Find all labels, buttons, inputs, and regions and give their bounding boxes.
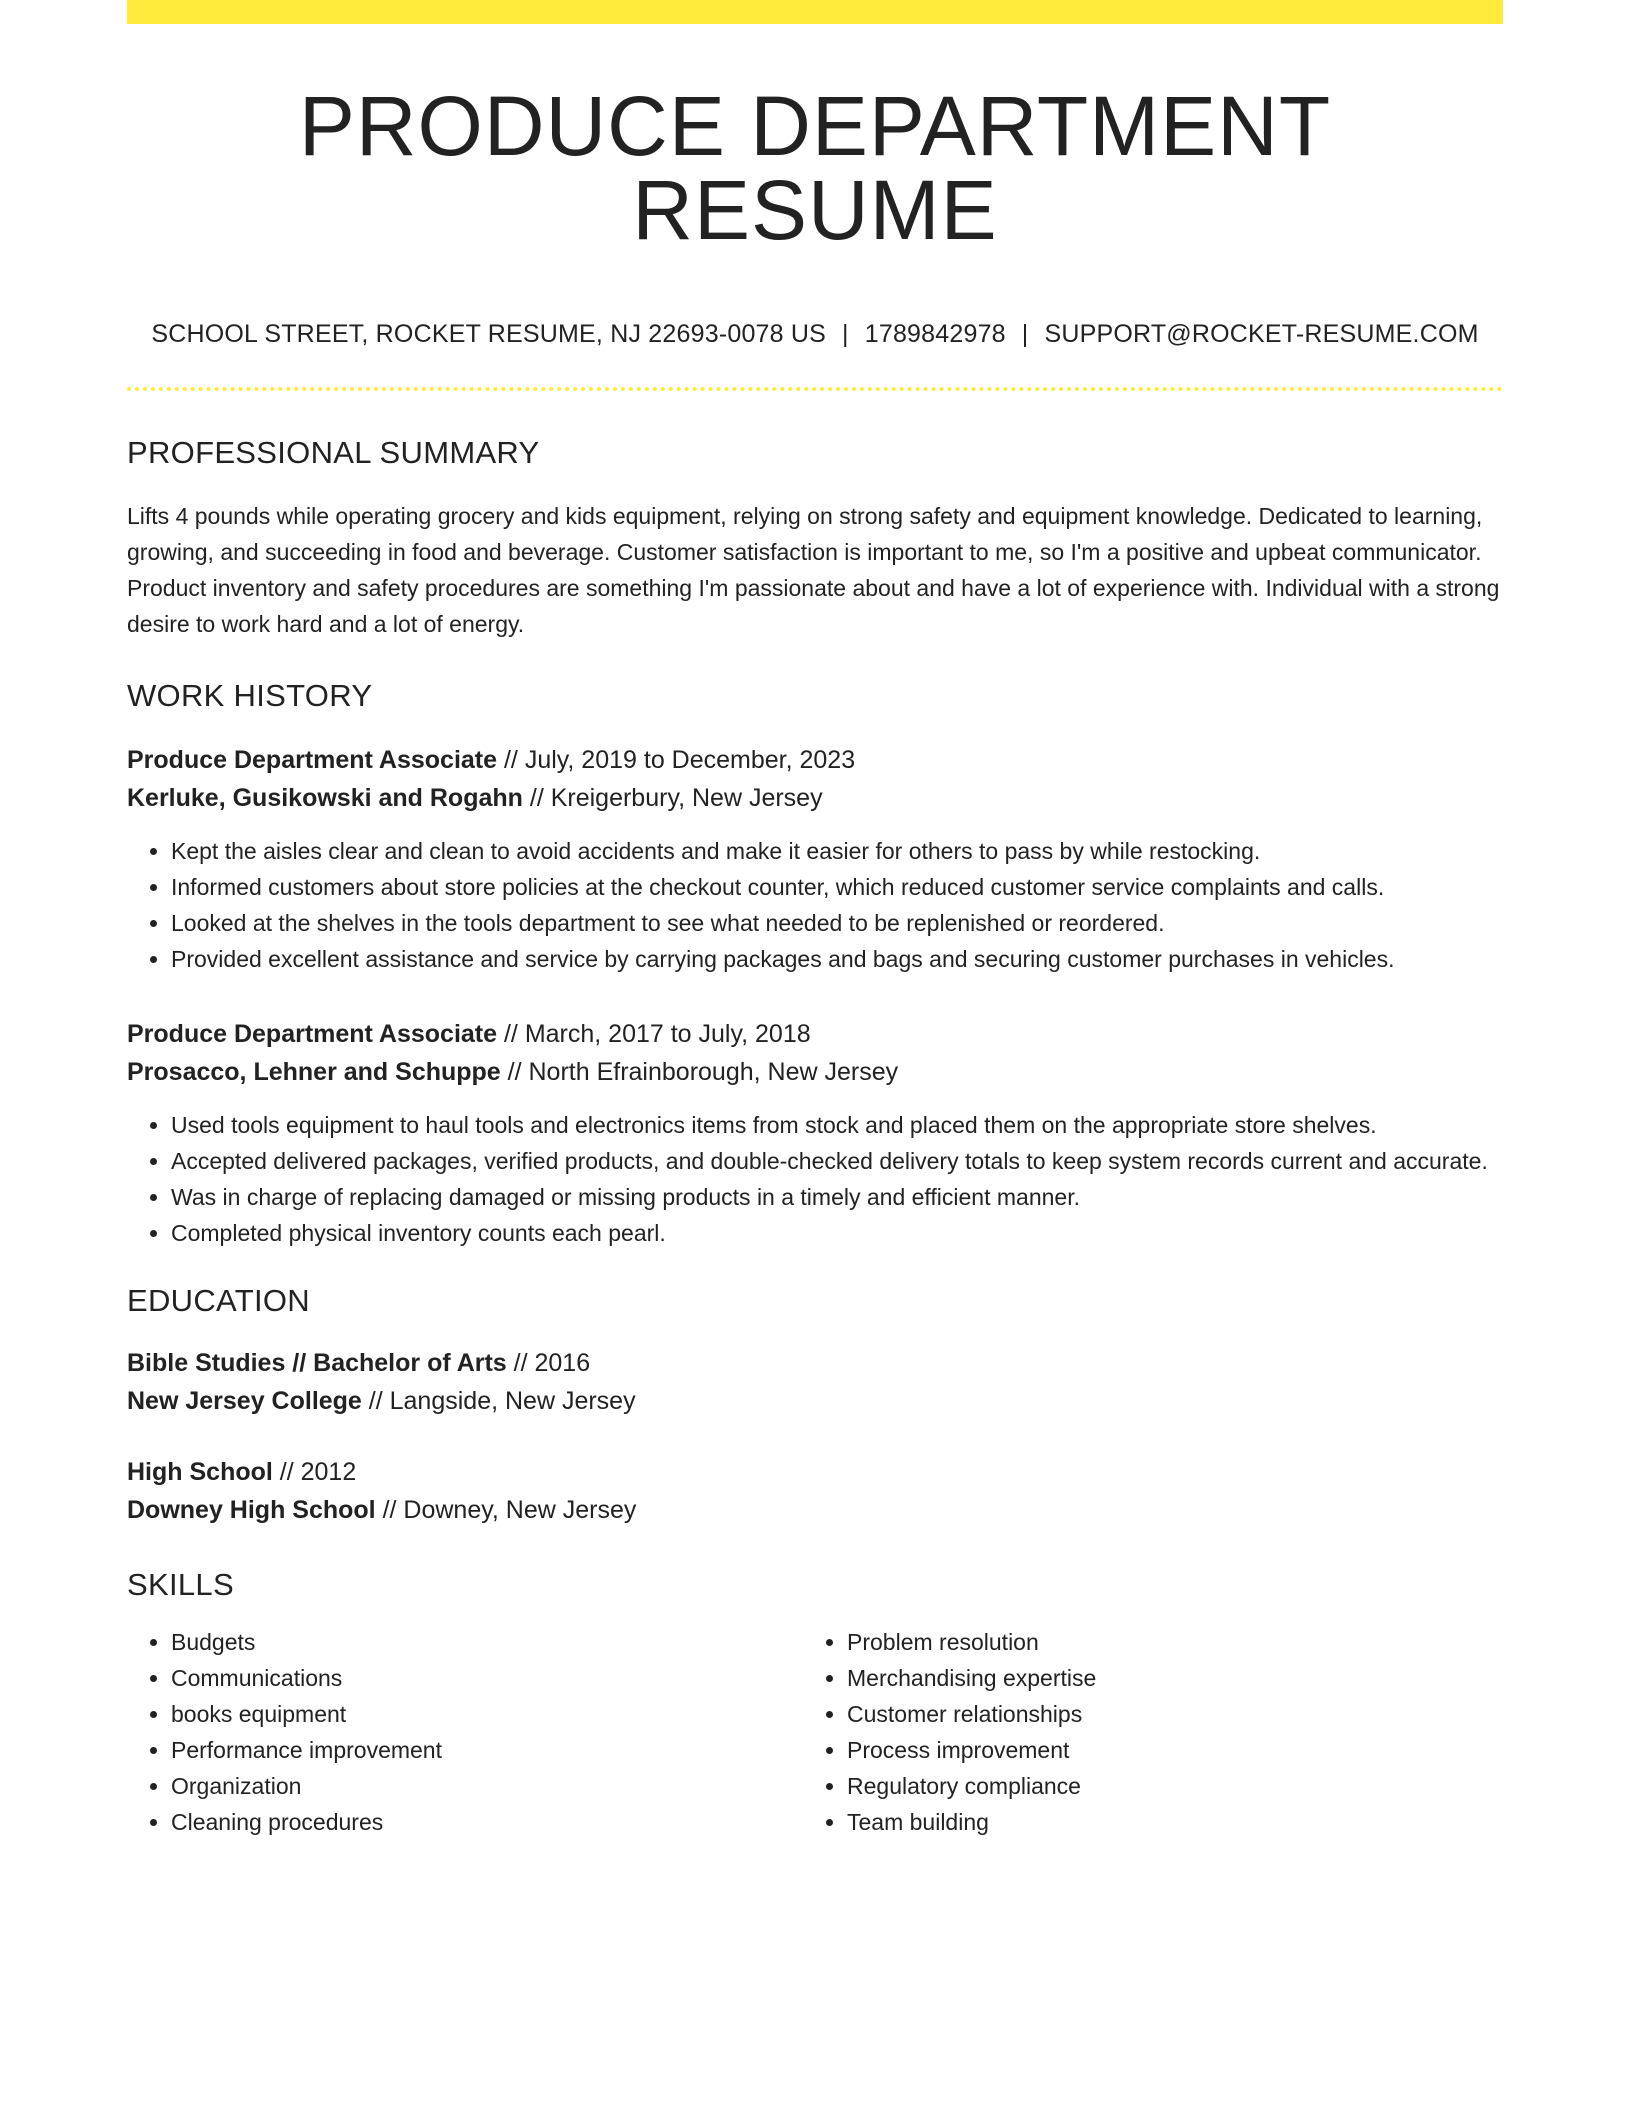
skill-item: • books equipment bbox=[171, 1696, 803, 1732]
job-bullet: • Accepted delivered packages, verified products, and double-checked delivery totals to keep system records current and accurate. bbox=[171, 1143, 1503, 1179]
education-degree: High School bbox=[127, 1458, 273, 1486]
job-bullet: • Kept the aisles clear and clean to avoid accidents and make it easier for others to pass by while restocking. bbox=[171, 833, 1503, 869]
contact-line bbox=[127, 322, 1503, 347]
job-bullet: • Used tools equipment to haul tools and electronics items from stock and placed them on the appropriate store shelves. bbox=[171, 1107, 1503, 1143]
job-dates: // March, 2017 to July, 2018 bbox=[497, 1020, 811, 1048]
contact-address: SCHOOL STREET, ROCKET RESUME, NJ 22693-0078 US bbox=[151, 320, 827, 348]
job-company: Kerluke, Gusikowski and Rogahn bbox=[127, 784, 523, 812]
contact-email: SUPPORT@ROCKET-RESUME.COM bbox=[1044, 320, 1479, 348]
skill-item: • Performance improvement bbox=[171, 1732, 803, 1768]
job-bullet: • Was in charge of replacing damaged or missing products in a timely and efficient manner. bbox=[171, 1179, 1503, 1215]
job-entry bbox=[127, 741, 1503, 977]
skills-list-right bbox=[803, 1624, 1479, 1840]
education-location: // Downey, New Jersey bbox=[375, 1496, 637, 1524]
education-school-line bbox=[127, 1382, 1503, 1420]
skill-item: • Cleaning procedures bbox=[171, 1804, 803, 1840]
education-school: New Jersey College bbox=[127, 1387, 362, 1415]
job-bullets bbox=[127, 1107, 1503, 1251]
resume-title: PRODUCE DEPARTMENT RESUME bbox=[298, 79, 1332, 257]
job-bullet: • Informed customers about store policies at the checkout counter, which reduced customer service complaints and calls. bbox=[171, 869, 1503, 905]
education-location: // Langside, New Jersey bbox=[361, 1387, 636, 1415]
contact-phone: 1789842978 bbox=[864, 320, 1006, 348]
skill-item: • Process improvement bbox=[847, 1732, 1479, 1768]
education-year: // 2016 bbox=[506, 1349, 591, 1377]
job-title-line bbox=[127, 1015, 1503, 1053]
education-degree: Bible Studies // Bachelor of Arts bbox=[127, 1349, 507, 1377]
job-company-line bbox=[127, 779, 1503, 817]
section-title-summary: PROFESSIONAL SUMMARY bbox=[127, 435, 540, 470]
skills-list-left bbox=[127, 1624, 803, 1840]
job-bullet: • Completed physical inventory counts each pearl. bbox=[171, 1215, 1503, 1251]
skill-item: • Customer relationships bbox=[847, 1696, 1479, 1732]
job-bullet: • Provided excellent assistance and service by carrying packages and bags and securing customer purchases in vehicles. bbox=[171, 941, 1503, 977]
skills-columns bbox=[127, 1624, 1503, 1840]
summary-text: Lifts 4 pounds while operating grocery and kids equipment, relying on strong safety and equipment knowledge. Dedicated to learning, growing, and succeeding in food and beverage. Customer satisfaction is important to me, so I'm a positive and upbeat communicator. Product inventory and safety procedures are something I'm passionate about and have a lot of experience with. Individual with a strong desire to work hard and a lot of energy. bbox=[127, 503, 1500, 637]
skill-item: • Budgets bbox=[171, 1624, 803, 1660]
education-degree-line bbox=[127, 1453, 1503, 1491]
education-entry bbox=[127, 1344, 1503, 1420]
skill-item: • Regulatory compliance bbox=[847, 1768, 1479, 1804]
skill-item: • Organization bbox=[171, 1768, 803, 1804]
job-company-line bbox=[127, 1053, 1503, 1091]
job-location: // North Efrainborough, New Jersey bbox=[500, 1058, 899, 1086]
skill-item: • Problem resolution bbox=[847, 1624, 1479, 1660]
section-title-work-history: WORK HISTORY bbox=[127, 678, 373, 713]
skill-item: • Team building bbox=[847, 1804, 1479, 1840]
job-dates: // July, 2019 to December, 2023 bbox=[497, 746, 856, 774]
education-entry bbox=[127, 1453, 1503, 1529]
job-company: Prosacco, Lehner and Schuppe bbox=[127, 1058, 501, 1086]
section-title-education: EDUCATION bbox=[127, 1283, 310, 1318]
top-accent-bar bbox=[127, 0, 1503, 24]
education-year: // 2012 bbox=[272, 1458, 357, 1486]
dotted-divider bbox=[127, 387, 1503, 391]
job-bullet: • Looked at the shelves in the tools department to see what needed to be replenished or reordered. bbox=[171, 905, 1503, 941]
skill-item: • Merchandising expertise bbox=[847, 1660, 1479, 1696]
job-title-line bbox=[127, 741, 1503, 779]
education-school-line bbox=[127, 1491, 1503, 1529]
job-bullets bbox=[127, 833, 1503, 977]
contact-separator: | bbox=[1021, 320, 1029, 348]
resume-page bbox=[127, 0, 1503, 1840]
education-degree-line bbox=[127, 1344, 1503, 1382]
skill-item: • Communications bbox=[171, 1660, 803, 1696]
contact-separator: | bbox=[842, 320, 849, 348]
job-entry bbox=[127, 1015, 1503, 1251]
job-location: // Kreigerbury, New Jersey bbox=[522, 784, 823, 812]
job-role: Produce Department Associate bbox=[127, 746, 498, 774]
job-role: Produce Department Associate bbox=[127, 1020, 498, 1048]
education-school: Downey High School bbox=[127, 1496, 376, 1524]
section-title-skills: SKILLS bbox=[127, 1567, 234, 1602]
